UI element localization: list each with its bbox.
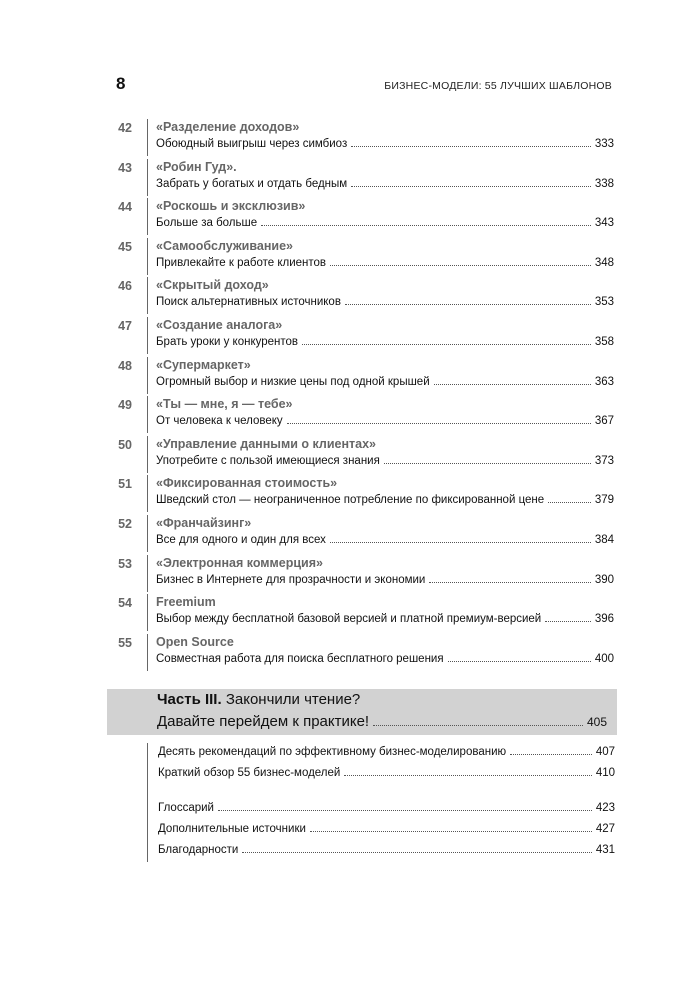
toc-entry[interactable] <box>148 820 615 841</box>
chapter-title: «Фиксированная стоимость» <box>156 476 338 491</box>
toc-entry[interactable] <box>148 764 615 785</box>
toc-entry[interactable] <box>94 473 614 513</box>
appendix-list <box>147 743 615 862</box>
leader-dots <box>448 661 591 662</box>
chapter-title: «Роскошь и эксклюзив» <box>156 199 306 214</box>
chapter-subtitle: Брать уроки у конкурентов <box>156 335 299 348</box>
chapter-number: 42 <box>118 121 132 135</box>
divider <box>147 159 148 196</box>
entry-text: Краткий обзор 55 бизнес-моделей <box>158 767 341 779</box>
chapter-subtitle: Шведский стол — неограниченное потребление по фиксированной цене <box>156 494 545 507</box>
toc-entry[interactable] <box>94 117 614 157</box>
divider <box>147 198 148 235</box>
page-ref: 343 <box>594 217 614 230</box>
leader-dots <box>242 852 592 853</box>
page-ref: 348 <box>594 256 614 269</box>
entry-text: Благодарности <box>158 844 239 856</box>
leader-dots <box>351 186 591 187</box>
leader-dots <box>261 225 591 226</box>
part-title: Закончили чтение? <box>225 691 361 708</box>
chapter-number: 49 <box>118 398 132 413</box>
chapter-number: 44 <box>118 200 132 215</box>
leader-dots <box>434 384 591 385</box>
chapter-subtitle: Все для одного и один для всех <box>156 533 326 546</box>
divider <box>147 119 148 156</box>
chapter-title: «Разделение доходов» <box>156 120 300 134</box>
divider <box>147 515 148 552</box>
chapter-subtitle: Употребите с пользой имеющиеся знания <box>156 454 380 467</box>
toc-entry[interactable] <box>148 743 615 764</box>
chapter-number: 50 <box>118 437 132 452</box>
chapter-subtitle: Совместная работа для поиска бесплатного решения <box>156 652 444 665</box>
chapter-number: 55 <box>118 635 132 650</box>
leader-dots <box>310 831 592 832</box>
part-heading[interactable] <box>107 689 617 735</box>
chapter-number: 53 <box>118 556 132 571</box>
page-ref: 396 <box>594 613 614 626</box>
toc-entry[interactable] <box>94 553 614 593</box>
chapter-subtitle: Обоюдный выигрыш через симбиоз <box>156 138 348 150</box>
entry-text: Десять рекомендаций по эффективному бизнес-моделированию <box>158 746 507 758</box>
toc-entry[interactable] <box>94 196 614 236</box>
chapter-title: «Робин Гуд». <box>156 159 237 174</box>
leader-dots <box>330 265 591 266</box>
divider <box>147 357 148 394</box>
chapter-subtitle: Забрать у богатых и отдать бедным <box>156 177 348 190</box>
toc-entry[interactable] <box>94 632 614 672</box>
leader-dots <box>351 146 591 147</box>
page-ref: 400 <box>594 652 614 665</box>
leader-dots <box>218 810 592 811</box>
entry-text: Глоссарий <box>158 802 214 814</box>
toc-entry[interactable] <box>148 841 615 862</box>
leader-dots <box>545 621 591 622</box>
page-ref: 407 <box>595 746 615 758</box>
divider <box>147 555 148 592</box>
chapter-subtitle: Поиск альтернативных источников <box>156 296 341 309</box>
chapter-title: Open Source <box>156 634 234 649</box>
toc-entry[interactable] <box>94 157 614 197</box>
part-label: Часть III. <box>157 691 222 708</box>
page-ref: 379 <box>594 494 614 507</box>
chapter-subtitle: Больше за больше <box>156 217 258 230</box>
toc-entry[interactable] <box>94 592 614 632</box>
divider <box>147 634 148 671</box>
chapter-title: «Управление данными о клиентах» <box>156 436 376 451</box>
toc-entry[interactable] <box>94 236 614 276</box>
leader-dots <box>510 754 592 755</box>
leader-dots <box>429 582 590 583</box>
page-ref: 363 <box>594 375 614 388</box>
divider <box>147 594 148 631</box>
chapter-number: 54 <box>118 596 132 611</box>
chapter-number: 47 <box>118 318 132 333</box>
chapter-number: 45 <box>118 239 132 254</box>
part-subtitle: Давайте перейдем к практике! <box>157 713 370 730</box>
chapter-subtitle: Выбор между бесплатной базовой версией и платной премиум-версией <box>156 613 542 626</box>
toc-entry[interactable] <box>94 355 614 395</box>
page-ref: 367 <box>594 415 614 428</box>
chapter-number: 46 <box>118 279 132 294</box>
chapter-subtitle: От человека к человеку <box>156 415 283 428</box>
leader-dots <box>373 725 583 726</box>
chapter-title: «Самообслуживание» <box>156 238 293 253</box>
chapter-subtitle: Привлекайте к работе клиентов <box>156 256 327 269</box>
chapter-number: 51 <box>118 477 132 492</box>
page-ref: 423 <box>595 802 615 814</box>
page-ref: 405 <box>586 715 607 729</box>
chapter-title: «Ты — мне, я — тебе» <box>156 397 293 412</box>
page-ref: 333 <box>594 138 614 150</box>
leader-dots <box>548 502 591 503</box>
chapter-title: «Создание аналога» <box>156 317 283 332</box>
chapter-title: «Франчайзинг» <box>156 515 252 530</box>
divider <box>147 277 148 314</box>
chapter-title: Freemium <box>156 595 216 610</box>
toc-list <box>94 117 614 671</box>
page-ref: 390 <box>594 573 614 586</box>
chapter-number: 48 <box>118 358 132 373</box>
chapter-subtitle: Бизнес в Интернете для прозрачности и экономии <box>156 573 426 586</box>
toc-entry[interactable] <box>94 275 614 315</box>
divider <box>147 238 148 275</box>
divider <box>147 475 148 512</box>
page-ref: 353 <box>594 296 614 309</box>
chapter-title: «Электронная коммерция» <box>156 555 323 570</box>
leader-dots <box>384 463 591 464</box>
toc-entry[interactable] <box>94 394 614 434</box>
leader-dots <box>302 344 591 345</box>
page-ref: 431 <box>595 844 615 856</box>
leader-dots <box>344 775 591 776</box>
chapter-number: 43 <box>118 160 132 175</box>
chapter-title: «Скрытый доход» <box>156 278 269 293</box>
divider <box>147 436 148 473</box>
page-ref: 427 <box>595 823 615 835</box>
divider <box>147 396 148 433</box>
page-ref: 384 <box>594 533 614 546</box>
page-ref: 338 <box>594 177 614 190</box>
chapter-subtitle: Огромный выбор и низкие цены под одной крышей <box>156 375 430 388</box>
chapter-number: 52 <box>118 516 132 531</box>
leader-dots <box>287 423 591 424</box>
page-ref: 373 <box>594 454 614 467</box>
page-ref: 410 <box>595 767 615 779</box>
leader-dots <box>330 542 591 543</box>
divider <box>147 317 148 354</box>
toc-entry[interactable] <box>94 315 614 355</box>
page-number: 8 <box>116 74 126 93</box>
toc-entry[interactable] <box>94 434 614 474</box>
page-ref: 358 <box>594 335 614 348</box>
leader-dots <box>345 304 591 305</box>
toc-entry[interactable] <box>148 799 615 820</box>
running-head: БИЗНЕС-МОДЕЛИ: 55 ЛУЧШИХ ШАБЛОНОВ <box>384 80 612 92</box>
chapter-title: «Супермаркет» <box>156 357 251 372</box>
toc-entry[interactable] <box>94 513 614 553</box>
entry-text: Дополнительные источники <box>158 823 306 835</box>
